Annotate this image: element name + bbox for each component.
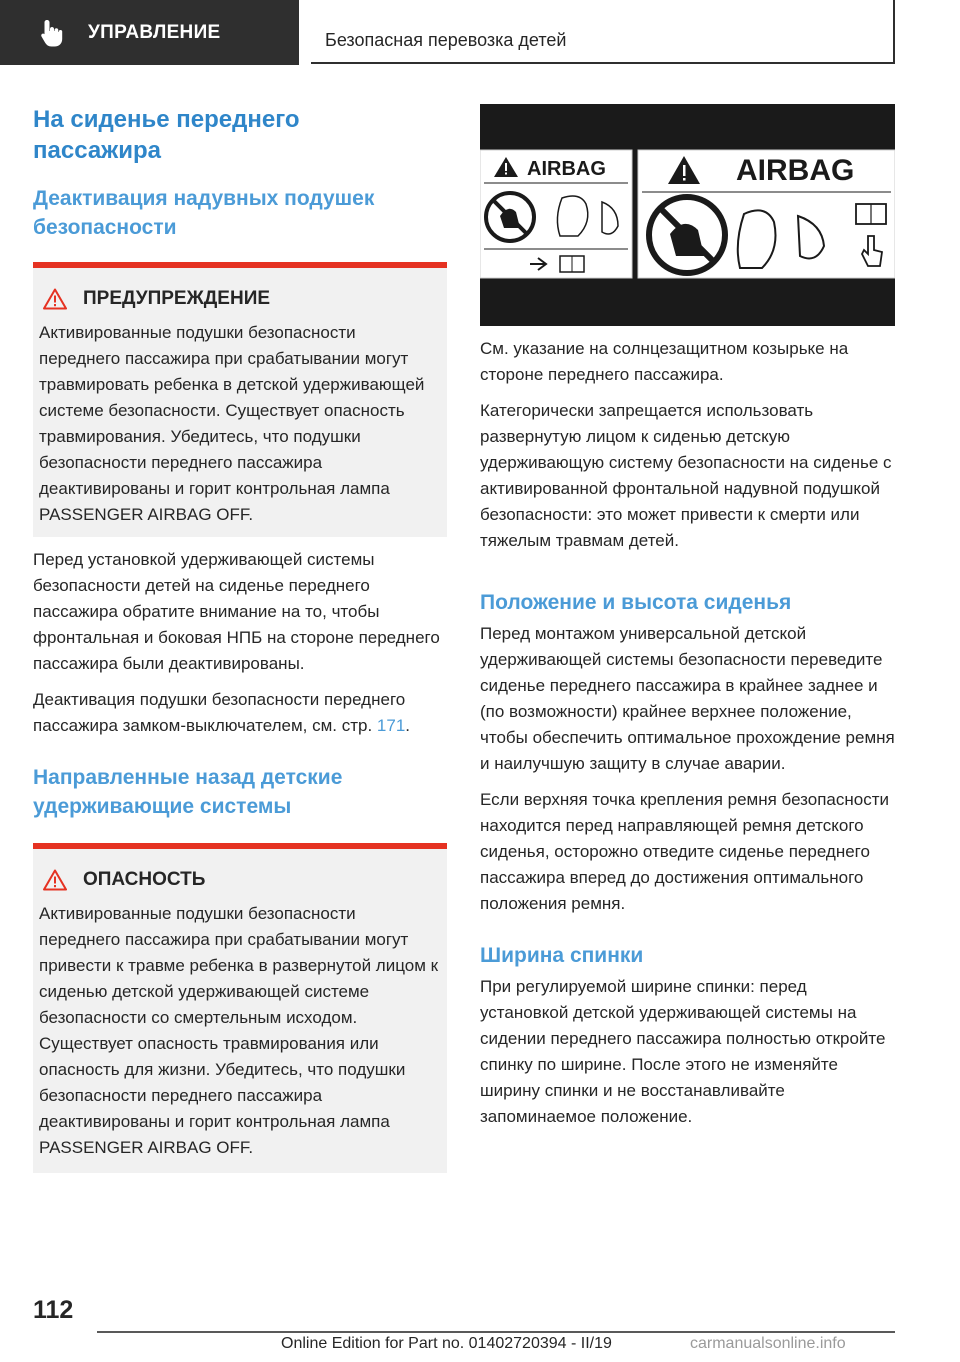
danger-box <box>33 843 447 1173</box>
airbag-label-photo <box>480 104 895 326</box>
footer-divider <box>97 1331 895 1333</box>
edition-info: Online Edition for Part no. 01402720394 - II/19 <box>281 1335 612 1352</box>
heading-backrest-width: Ширина спинки <box>480 944 644 967</box>
airbag-warning-labels-illustration <box>480 104 895 326</box>
hand-pointer-icon <box>38 18 66 48</box>
paragraph-belt-anchor: Если верхняя точка крепления ремня безопасности находится перед направляющей ремня детского сиденья, осторожно отведите сиденье переднего пассажира вперед до достижения оптимального положения ремня. <box>480 790 890 913</box>
heading-seat-position: Положение и высота сиденья <box>480 591 792 614</box>
sun-visor-caption: См. указание на солнцезащитном козырьке на стороне переднего пассажира. <box>480 339 849 384</box>
page-number: 112 <box>33 1296 74 1324</box>
paragraph-deactivation-switch <box>33 687 447 739</box>
heading-airbag-deactivation: Деактивация надувных подушек безопасности <box>33 187 375 239</box>
paragraph-prohibition: Категорически запрещается использовать развернутую лицом к сиденью детскую удерживающую систему безопасности на сиденье с активированной фронтальной надувной подушкой безопасности: это может привести к смерти или тяжелым травмам детей. <box>480 401 892 550</box>
warning-header <box>39 282 439 316</box>
heading-passenger-seat: На сиденье переднего пассажира <box>33 106 300 164</box>
warning-title: ПРЕДУПРЕЖДЕНИЕ <box>83 288 271 309</box>
paragraph-before-installation: Перед установкой удерживающей системы безопасности детей на сиденье переднего пассажира обратите внимание на то, чтобы фронтальная и боковая НПБ на стороне переднего пассажира были деактивированы. <box>33 550 440 673</box>
danger-title: ОПАСНОСТЬ <box>83 869 206 890</box>
right-column <box>480 104 895 1130</box>
paragraph-seat-position: Перед монтажом универсальной детской удерживающей системы безопасности переведите сиденье переднего пассажира в крайнее заднее и (по возможности) крайнее верхнее положение, чтобы обеспечить оптимальное прохождение ремня и наилучшую защиту в случае аварии. <box>480 624 895 773</box>
warning-triangle-icon <box>43 288 67 310</box>
deactivation-text: Деактивация подушки безопасности переднего пассажира замком-выключателем, см. стр. <box>33 690 406 735</box>
left-column <box>33 104 447 1173</box>
danger-text: Активированные подушки безопасности переднего пассажира при срабатывании могут привести к травме ребенка в развернутой лицом к сиденью детской удерживающей системе безопасности со смертельным исходом. Существует опасность травмирования или опасность для жизни. Убедитесь, что подушки безопасности переднего пассажира деактивированы и горит контрольная лампа PASSENGER AIRBAG OFF. <box>39 904 439 1157</box>
warning-box <box>33 262 447 537</box>
chapter-title: Безопасная перевозка детей <box>325 30 567 50</box>
deactivation-text-end: . <box>405 716 411 735</box>
chapter-header <box>311 0 895 64</box>
paragraph-backrest-width: При регулируемой ширине спинки: перед установкой детской удерживающей системы на сидении переднего пассажира полностью откройте спинку по ширине. После этого не изменяйте ширину спинки и не восстанавливайте запоминаемое положение. <box>480 977 886 1126</box>
page-reference-link[interactable]: 171 <box>376 716 406 735</box>
danger-triangle-icon <box>43 869 67 891</box>
airbag-word-right: AIRBAG <box>736 154 855 187</box>
danger-header <box>39 863 439 897</box>
airbag-word-left: AIRBAG <box>527 158 606 180</box>
section-label: УПРАВЛЕНИЕ <box>88 21 221 43</box>
watermark: carmanualsonline.info <box>690 1335 846 1352</box>
heading-rear-facing-systems: Направленные назад детские удерживающие системы <box>33 766 343 818</box>
section-tab <box>0 0 299 65</box>
warning-text: Активированные подушки безопасности переднего пассажира при срабатывании могут травмировать ребенка в детской удерживающей системе безопасности. Существует опасность травмирования. Убедитесь, что подушки безопасности переднего пассажира деактивированы и горит контрольная лампа PASSENGER AIRBAG OFF. <box>39 323 425 524</box>
